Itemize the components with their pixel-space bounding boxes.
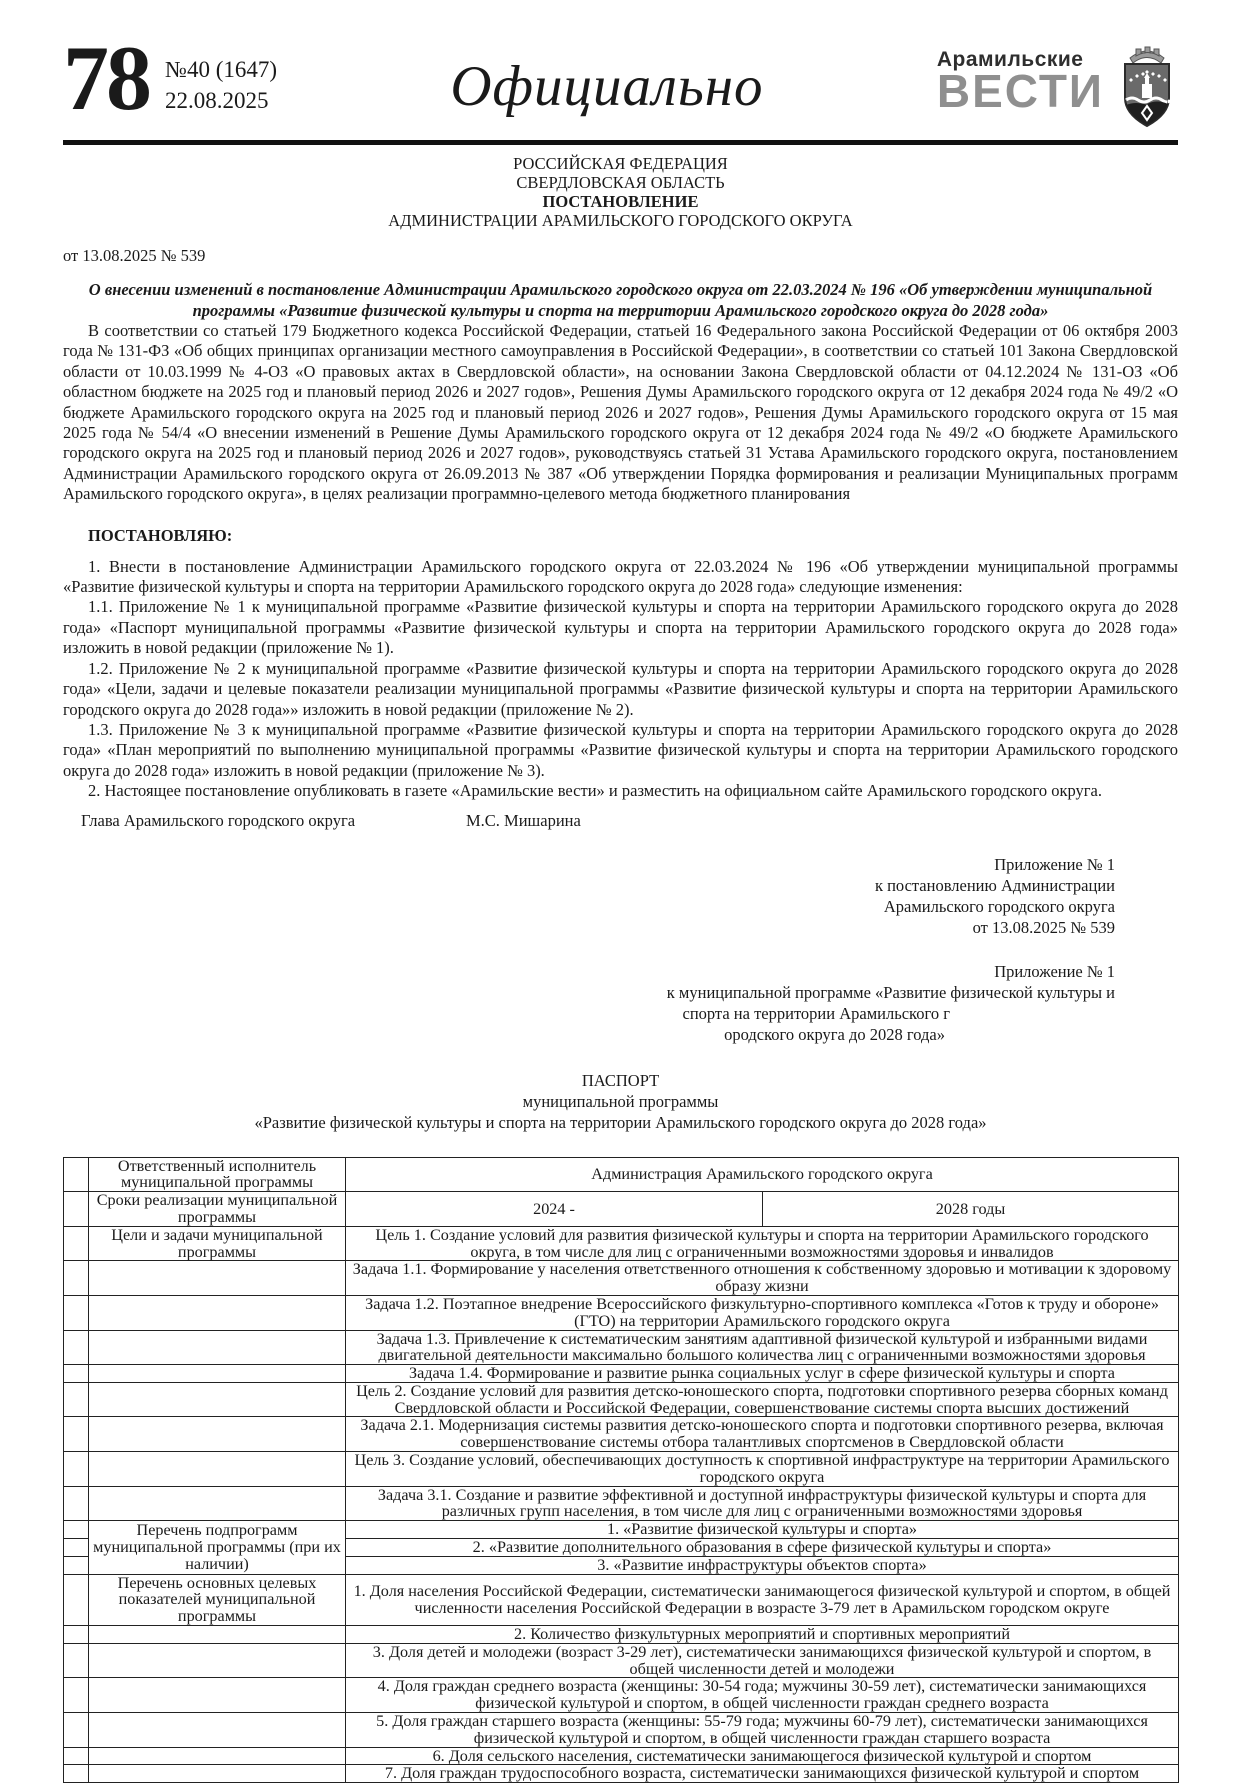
table-row (64, 1382, 1179, 1417)
row-index-cell (64, 1261, 89, 1296)
row-label-cell (89, 1452, 346, 1487)
doc-header-line: СВЕРДЛОВСКАЯ ОБЛАСТЬ (516, 173, 725, 192)
page-number: 78 (63, 27, 149, 129)
row-index-cell (64, 1539, 89, 1557)
signature-name: М.С. Мишарина (466, 810, 581, 830)
row-label-cell (89, 1330, 346, 1365)
table-row (64, 1643, 1179, 1678)
row-content-cell: Задача 1.1. Формирование у населения ответственного отношения к собственному здоровью и мотивации к здоровому образу жизни (346, 1261, 1179, 1296)
row-index-cell (64, 1295, 89, 1330)
row-label-cell (89, 1261, 346, 1296)
row-content-cell: Задача 1.4. Формирование и развитие рынка социальных услуг в сфере физической культуры и спорта (346, 1365, 1179, 1383)
row-content-cell: 2028 годы (763, 1192, 1179, 1227)
resolution-item: 1.3. Приложение № 3 к муниципальной программе «Развитие физической культуры и спорта на территории Арамильского городского округа до 2028 года» «План мероприятий по выполнению муниципальной программы «Развитие физической культуры и спорта на территории Арамильского городского округа до 2028 года» изложить в новой редакции (приложение № 3). (63, 719, 1178, 780)
row-label-cell (89, 1765, 346, 1783)
passport-heading (63, 1070, 1178, 1133)
row-label-cell (89, 1417, 346, 1452)
resolution-item: 2. Настоящее постановление опубликовать в газете «Арамильские вести» и разместить на официальном сайте Арамильского городского округа. (88, 781, 1103, 801)
row-index-cell (64, 1643, 89, 1678)
row-index-cell (64, 1486, 89, 1521)
row-content-cell: 5. Доля граждан старшего возраста (женщины: 55-79 года; мужчины 60-79 лет), систематически занимающихся физической культурой и спортом, в общей численности граждан старшего возраста (346, 1713, 1179, 1748)
row-content-cell: Задача 3.1. Создание и развитие эффективной и доступной инфраструктуры физической культуры и спорта для различных групп населения, в том числе для лиц с ограниченными возможностями здоровья (346, 1486, 1179, 1521)
row-content-cell: 7. Доля граждан трудоспособного возраста, систематически занимающихся физической культурой и спортом (346, 1765, 1179, 1783)
row-label-cell (89, 1295, 346, 1330)
row-content-cell: Цель 3. Создание условий, обеспечивающих доступность к спортивной инфраструктуре на территории Арамильского городского округа (346, 1452, 1179, 1487)
table-row (64, 1365, 1179, 1383)
passport-heading-line: муниципальной программы (522, 1091, 719, 1111)
row-content-cell: 2. «Развитие дополнительного образования в сфере физической культуры и спорта» (346, 1539, 1179, 1557)
section-title: Официально (450, 55, 764, 118)
row-content-cell: 4. Доля граждан среднего возраста (женщины: 30-54 года; мужчины 30-59 лет), систематически занимающихся физической культурой и спортом, в общей численности граждан среднего возраста (346, 1678, 1179, 1713)
issue-date: 22.08.2025 (165, 88, 269, 114)
row-label-cell (89, 1486, 346, 1521)
row-content-cell: Задача 1.3. Привлечение к систематическим занятиям адаптивной физической культурой и избранными видами двигательной деятельности максимально большого количества лиц с ограниченными возможностями здоровья (346, 1330, 1179, 1365)
doc-header-line: РОССИЙСКАЯ ФЕДЕРАЦИЯ (513, 154, 728, 173)
row-index-cell (64, 1574, 89, 1625)
row-label-cell (89, 1626, 346, 1644)
row-label-cell (89, 1643, 346, 1678)
row-content-cell: 1. «Развитие физической культуры и спорта» (346, 1521, 1179, 1539)
row-label-cell (89, 1678, 346, 1713)
row-index-cell (64, 1382, 89, 1417)
row-index-cell (64, 1626, 89, 1644)
city-crest-icon (1116, 42, 1178, 128)
row-index-cell (64, 1713, 89, 1748)
row-content-cell: Задача 2.1. Модернизация системы развития детско-юношеского спорта и подготовки спортивного резерва, включая совершенствование системы отбора талантливых спортсменов в Свердловской области (346, 1417, 1179, 1452)
masthead-rule (63, 140, 1178, 145)
table-row (64, 1486, 1179, 1521)
row-content-cell: Цель 2. Создание условий для развития детско-юношеского спорта, подготовки спортивного резерва сборных команд Свердловской области и Российской Федерации, совершенствование системы спорта высших достижений (346, 1382, 1179, 1417)
table-row (64, 1192, 1179, 1227)
row-content-cell: 3. Доля детей и молодежи (возраст 3-29 лет), систематически занимающихся физической культурой и спортом, в общей численности детей и молодежи (346, 1643, 1179, 1678)
annex-ref-program (63, 961, 1178, 1045)
passport-table (63, 1157, 1179, 1783)
masthead (0, 0, 1241, 128)
row-index-cell (64, 1417, 89, 1452)
doc-title: О внесении изменений в постановление Администрации Арамильского городского округа от 22.03.2024 № 196 «Об утверждении муниципальной программы «Развитие физической культуры и спорта на территории Арамильского городского округа до 2028 года» (88, 280, 1153, 320)
row-index-cell (64, 1157, 89, 1192)
table-row (64, 1626, 1179, 1644)
annex-ref-line: Приложение № 1 (994, 854, 1115, 874)
row-content-cell: Администрация Арамильского городского округа (346, 1157, 1179, 1192)
doc-header-line: АДМИНИСТРАЦИИ АРАМИЛЬСКОГО ГОРОДСКОГО ОКРУГА (388, 211, 853, 230)
row-label-cell (89, 1365, 346, 1383)
row-index-cell (64, 1192, 89, 1227)
passport-heading-line: «Развитие физической культуры и спорта на территории Арамильского городского округа до 2028 года» (254, 1112, 987, 1132)
table-row (64, 1330, 1179, 1365)
signature-row (63, 811, 1178, 831)
table-row (64, 1452, 1179, 1487)
annex-ref-line: спорта на территории Арамильского г (682, 1003, 950, 1023)
doc-header-line: ПОСТАНОВЛЕНИЕ (542, 192, 699, 211)
row-content-cell: 6. Доля сельского населения, систематически занимающегося физической культурой и спортом (346, 1747, 1179, 1765)
row-content-cell: 1. Доля населения Российской Федерации, систематически занимающегося физической культурой и спортом, в общей численности населения Российской Федерации в возрасте 3-79 лет в Арамильском городском округе (346, 1574, 1179, 1625)
row-content-cell: 3. «Развитие инфраструктуры объектов спорта» (346, 1556, 1179, 1574)
row-label-cell: Перечень основных целевых показателей муниципальной программы (89, 1574, 346, 1625)
table-row (64, 1157, 1179, 1192)
row-index-cell (64, 1330, 89, 1365)
table-row (64, 1226, 1179, 1261)
row-index-cell (64, 1452, 89, 1487)
signature-position: Глава Арамильского городского округа (81, 810, 356, 830)
row-label-cell: Перечень подпрограмм муниципальной программы (при их наличии) (89, 1521, 346, 1574)
brand-logo (937, 42, 1178, 128)
preamble-paragraph: В соответствии со статьей 179 Бюджетного кодекса Российской Федерации, статьей 16 Федерального закона Российской Федерации от 06 октября 2003 года № 131-ФЗ «Об общих принципах организации местного самоуправления в Российской Федерации», в соответствии со статьей 101 Закона Свердловской области от 10.03.1999 № 4-ОЗ «О правовых актах в Свердловской области», на основании Закона Свердловской области от 04.12.2024 № 131-ОЗ «Об областном бюджете на 2025 год и плановый период 2026 и 2027 годов», Решения Думы Арамильского городского округа от 12 декабря 2024 года № 49/2 «О бюджете Арамильского городского округа на 2025 год и плановый период 2026 и 2027 годов», Решения Думы Арамильского городского округа от 15 мая 2025 года № 54/4 «О внесении изменений в Решение Думы Арамильского городского округа от 12 декабря 2024 года № 49/2 «О бюджете Арамильского городского округа на 2025 год и плановый период 2026 и 2027 годов», руководствуясь статьей 31 Устава Арамильского городского округа, постановлением Администрации Арамильского городского округа от 26.09.2013 № 387 «Об утверждении Порядка формирования и реализации Муниципальных программ Арамильского городского округа», в целях реализации программно-целевого метода бюджетного планирования (63, 321, 1178, 504)
annex-ref-line: Арамильского городского округа (883, 896, 1115, 916)
resolution-item: 1.1. Приложение № 1 к муниципальной программе «Развитие физической культуры и спорта на территории Арамильского городского округа до 2028 года» «Паспорт муниципальной программы «Развитие физической культуры и спорта на территории Арамильского городского округа до 2028 года» изложить в новой редакции (приложение № 1). (63, 597, 1178, 658)
document-body (0, 154, 1241, 1783)
row-label-cell (89, 1713, 346, 1748)
annex-ref-line: ородского округа до 2028 года» (724, 1024, 945, 1044)
row-index-cell (64, 1365, 89, 1383)
annex-ref-line: к постановлению Администрации (874, 875, 1115, 895)
table-row (64, 1765, 1179, 1783)
annex-ref-line: от 13.08.2025 № 539 (972, 917, 1115, 937)
annex-ref-line: Приложение № 1 (994, 961, 1115, 981)
row-content-cell: 2. Количество физкультурных мероприятий и спортивных мероприятий (346, 1626, 1179, 1644)
issue-number: №40 (1647) (165, 57, 278, 82)
issue-block (165, 42, 277, 116)
table-row (64, 1261, 1179, 1296)
brand-name-top: Арамильские (936, 48, 1084, 71)
annex-ref-line: к муниципальной программе «Развитие физической культуры и (666, 982, 1115, 1002)
masthead-left (63, 27, 278, 129)
row-index-cell (64, 1226, 89, 1261)
table-row (64, 1678, 1179, 1713)
resolution-item: 1.2. Приложение № 2 к муниципальной программе «Развитие физической культуры и спорта на территории Арамильского городского округа до 2028 года» «Цели, задачи и целевые показатели реализации муниципальной программы «Развитие физической культуры и спорта на территории Арамильского городского округа до 2028 года»» изложить в новой редакции (приложение № 2). (63, 658, 1178, 719)
row-label-cell: Ответственный исполнитель муниципальной программы (89, 1157, 346, 1192)
row-index-cell (64, 1765, 89, 1783)
resolve-heading: ПОСТАНОВЛЯЮ: (88, 525, 233, 545)
row-label-cell (89, 1747, 346, 1765)
passport-heading-line: ПАСПОРТ (581, 1070, 660, 1090)
row-index-cell (64, 1678, 89, 1713)
row-label-cell (89, 1382, 346, 1417)
row-content-cell: 2024 - (346, 1192, 763, 1227)
table-row (64, 1295, 1179, 1330)
row-index-cell (64, 1556, 89, 1574)
table-row (64, 1417, 1179, 1452)
table-row (64, 1747, 1179, 1765)
resolution-item: 1. Внести в постановление Администрации Арамильского городского округа от 22.03.2024 № 196 «Об утверждении муниципальной программы «Развитие физической культуры и спорта на территории Арамильского городского округа до 2028 года» следующие изменения: (63, 556, 1178, 597)
row-content-cell: Цель 1. Создание условий для развития физической культуры и спорта на территории Арамильского городского округа, в том числе для лиц с ограниченными возможностями здоровья и инвалидов (346, 1226, 1179, 1261)
annex-ref-administration (63, 854, 1178, 938)
row-index-cell (64, 1747, 89, 1765)
brand-name-bottom: ВЕСТИ (936, 65, 1104, 117)
row-label-cell: Цели и задачи муниципальной программы (89, 1226, 346, 1261)
resolution-items (63, 557, 1178, 802)
row-label-cell: Сроки реализации муниципальной программы (89, 1192, 346, 1227)
document-header (63, 154, 1178, 230)
row-content-cell: Задача 1.2. Поэтапное внедрение Всероссийского физкультурно-спортивного комплекса «Готов к труду и обороне» (ГТО) на территории Арамильского городского округа (346, 1295, 1179, 1330)
brand-text (936, 42, 1104, 117)
table-row (64, 1574, 1179, 1625)
doc-date-number: от 13.08.2025 № 539 (63, 246, 206, 265)
row-index-cell (64, 1521, 89, 1539)
table-row (64, 1521, 1179, 1539)
table-row (64, 1713, 1179, 1748)
